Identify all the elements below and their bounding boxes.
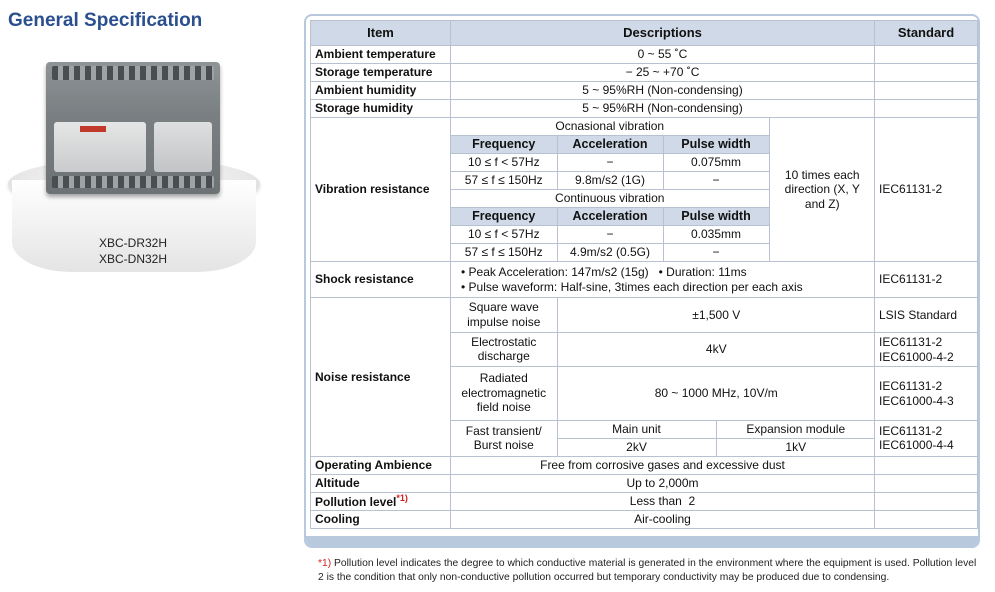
vibration-table xyxy=(451,118,875,261)
plc-device-image xyxy=(46,62,220,194)
shock-detail xyxy=(451,262,875,298)
row-value: Free from corrosive gases and excessive dust xyxy=(451,456,875,474)
standard-line: IEC61000-4-4 xyxy=(879,438,954,452)
noise-table xyxy=(451,298,875,456)
row-standard xyxy=(875,510,978,528)
row-standard xyxy=(875,474,978,492)
spec-table xyxy=(310,20,978,529)
row-standard: IEC61131-2 xyxy=(875,118,978,262)
row-value: 5 ~ 95%RH (Non-condensing) xyxy=(451,82,875,100)
col-frequency: Frequency xyxy=(451,208,557,226)
acceleration-cell: 9.8m/s2 (1G) xyxy=(557,172,663,190)
terminal-block-bottom xyxy=(52,176,214,188)
standard-line: IEC61131-2 xyxy=(879,379,943,394)
occasional-title: Ocnasional vibration xyxy=(451,118,769,136)
plc-side-panel xyxy=(154,122,212,172)
col-acceleration: Acceleration xyxy=(557,136,663,154)
noise-type: Fast transient/ Burst noise xyxy=(451,420,557,456)
row-label: Storage humidity xyxy=(311,100,451,118)
row-value: Up to 2,000m xyxy=(451,474,875,492)
panel-footer-bar xyxy=(306,536,978,546)
row-label: Operating Ambience xyxy=(311,456,451,474)
noise-standards-table xyxy=(875,299,977,455)
row-value: 0 ~ 55 ˚C xyxy=(451,46,875,64)
row-label: Noise resistance xyxy=(311,298,451,457)
standard-line: IEC61131-2 xyxy=(879,423,943,438)
times-each-direction: 10 times each direction (X, Y and Z) xyxy=(769,118,875,261)
standard-line: IEC61131-2 xyxy=(879,335,943,350)
row-label: Shock resistance xyxy=(311,262,451,298)
continuous-title: Continuous vibration xyxy=(451,190,769,208)
table-row xyxy=(311,510,978,528)
row-standard xyxy=(875,492,978,510)
frequency-cell: 10 ≤ f < 57Hz xyxy=(451,154,557,172)
model-name: XBC-DR32H xyxy=(98,236,167,250)
noise-standards xyxy=(875,298,978,457)
vibration-detail xyxy=(451,118,875,262)
row-standard xyxy=(875,333,977,367)
row-label: Storage temperature xyxy=(311,64,451,82)
noise-detail xyxy=(451,298,875,457)
pulse-cell: 0.035mm xyxy=(663,226,769,244)
header-item: Item xyxy=(311,21,451,46)
table-row xyxy=(311,82,978,100)
pulse-cell: − xyxy=(663,244,769,262)
table-row xyxy=(311,492,978,510)
pollution-label: Pollution level xyxy=(315,494,397,509)
model-name: XBC-DN32H xyxy=(98,252,167,266)
row-label: Ambient humidity xyxy=(311,82,451,100)
acceleration-cell: − xyxy=(557,226,663,244)
row-standard: IEC61131-2 xyxy=(875,262,978,298)
frequency-cell: 57 ≤ f ≤ 150Hz xyxy=(451,244,557,262)
row-value: − 25 ~ +70 ˚C xyxy=(451,64,875,82)
footnote-mark: *1) xyxy=(396,492,408,503)
standard-line: IEC61000-4-3 xyxy=(879,393,954,408)
footnote xyxy=(318,557,978,584)
main-unit-value: 2kV xyxy=(557,438,716,456)
noise-value: 4kV xyxy=(557,332,875,366)
row-standard xyxy=(875,46,978,64)
row-label xyxy=(311,492,451,510)
row-standard xyxy=(875,421,977,455)
row-standard xyxy=(875,100,978,118)
table-row-vibration xyxy=(311,118,978,262)
footnote-text: Pollution level indicates the degree to which conductive material is generated in the environment where the equipment is used. Pollution level 2 is the condition that only non-conductive pollution occurred but temporary conductivity may be produced due to condensing. xyxy=(318,558,977,583)
table-row-shock xyxy=(311,262,978,298)
header-descriptions: Descriptions xyxy=(451,21,875,46)
product-image xyxy=(8,40,258,272)
frequency-cell: 57 ≤ f ≤ 150Hz xyxy=(451,172,557,190)
plc-status-leds xyxy=(80,126,106,132)
row-value: Less than 2 xyxy=(451,492,875,510)
noise-type: Radiated electromagnetic field noise xyxy=(451,366,557,420)
table-header-row xyxy=(311,21,978,46)
col-pulse-width: Pulse width xyxy=(663,208,769,226)
noise-value: 80 ~ 1000 MHz, 10V/m xyxy=(557,366,875,420)
expansion-module-value: 1kV xyxy=(716,438,875,456)
terminal-block-top xyxy=(52,66,214,80)
table-row xyxy=(311,474,978,492)
col-acceleration: Acceleration xyxy=(557,208,663,226)
table-row xyxy=(311,64,978,82)
row-label: Cooling xyxy=(311,510,451,528)
row-value: Air-cooling xyxy=(451,510,875,528)
row-label: Ambient temperature xyxy=(311,46,451,64)
table-row xyxy=(311,100,978,118)
acceleration-cell: − xyxy=(557,154,663,172)
shock-line: • Pulse waveform: Half-sine, 3times each direction per each axis xyxy=(461,279,803,294)
table-row xyxy=(311,456,978,474)
row-standard: LSIS Standard xyxy=(875,299,977,333)
acceleration-cell: 4.9m/s2 (0.5G) xyxy=(557,244,663,262)
noise-type: Electrostatic discharge xyxy=(451,332,557,366)
col-expansion-module: Expansion module xyxy=(716,420,875,438)
frequency-cell: 10 ≤ f < 57Hz xyxy=(451,226,557,244)
pulse-cell: 0.075mm xyxy=(663,154,769,172)
row-standard xyxy=(875,82,978,100)
table-row xyxy=(311,46,978,64)
col-frequency: Frequency xyxy=(451,136,557,154)
header-standard: Standard xyxy=(875,21,978,46)
row-standard xyxy=(875,64,978,82)
table-row-noise xyxy=(311,298,978,457)
row-label: Altitude xyxy=(311,474,451,492)
shock-line: • Peak Acceleration: 147m/s2 (15g) • Duration: 11ms xyxy=(461,265,747,280)
page-title: General Specification xyxy=(8,10,203,31)
noise-type: Square wave impulse noise xyxy=(451,298,557,332)
row-label: Vibration resistance xyxy=(311,118,451,262)
pulse-cell: − xyxy=(663,172,769,190)
row-value: 5 ~ 95%RH (Non-condensing) xyxy=(451,100,875,118)
footnote-mark: *1) xyxy=(318,558,332,569)
col-main-unit: Main unit xyxy=(557,420,716,438)
row-standard xyxy=(875,456,978,474)
spec-table-panel xyxy=(304,14,980,548)
noise-value: ±1,500 V xyxy=(557,298,875,332)
row-standard xyxy=(875,367,977,421)
standard-line: IEC61000-4-2 xyxy=(879,349,954,364)
col-pulse-width: Pulse width xyxy=(663,136,769,154)
